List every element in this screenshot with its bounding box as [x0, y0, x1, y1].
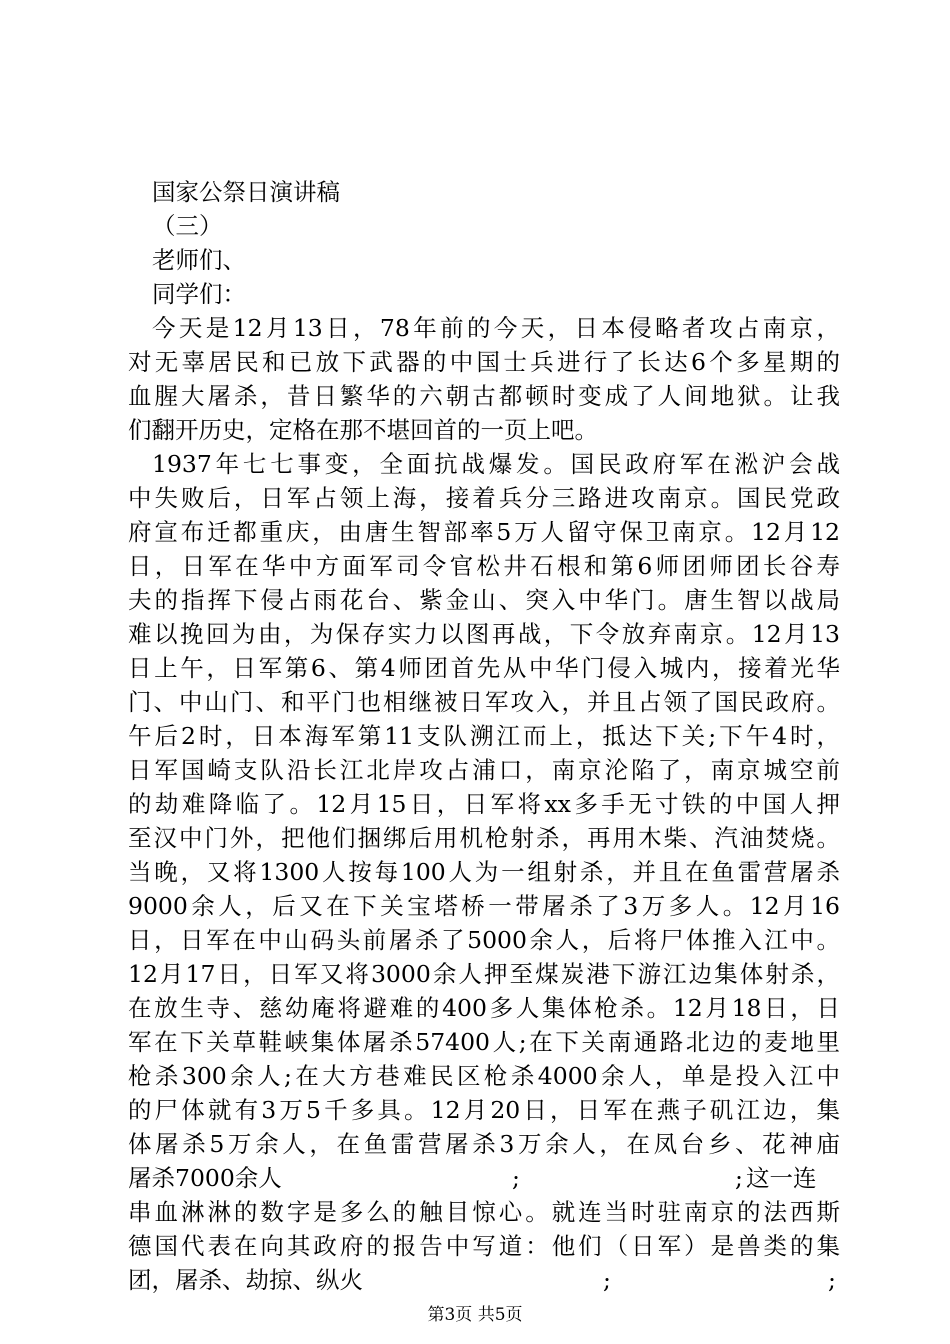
salutation-students: 同学们： — [152, 280, 246, 308]
paragraph-line: 德国代表在向其政府的报告中写道：他们（日军）是兽类的集 — [128, 1232, 840, 1260]
paragraph-line: 串血淋淋的数字是多么的触目惊心。就连当时驻南京的法西斯 — [128, 1198, 840, 1226]
semicolon-mark: ; — [828, 1266, 836, 1294]
paragraph-line: 对无辜居民和已放下武器的中国士兵进行了长达6个多星期的 — [128, 348, 840, 376]
document-subtitle: （三） — [152, 212, 223, 240]
line-text: 这一连 — [746, 1164, 817, 1192]
paragraph-line: 日军国崎支队沿长江北岸攻占浦口，南京沦陷了，南京城空前 — [128, 756, 840, 784]
paragraph-line: 1937年七七事变，全面抗战爆发。国民政府军在淞沪会战 — [152, 450, 840, 478]
paragraph-line: 中失败后，日军占领上海，接着兵分三路进攻南京。国民党政 — [128, 484, 840, 512]
paragraph-line: 夫的指挥下侵占雨花台、紫金山、突入中华门。唐生智以战局 — [128, 586, 840, 614]
paragraph-line: 今天是12月13日，78年前的今天，日本侵略者攻占南京， — [152, 314, 840, 342]
paragraph-line: 午后2时，日本海军第11支队溯江而上，抵达下关;下午4时， — [128, 722, 840, 750]
salutation-teachers: 老师们、 — [152, 246, 246, 274]
paragraph-line: 12月17日，日军又将3000余人押至煤炭港下游江边集体射杀， — [128, 960, 840, 988]
paragraph-line: 的劫难降临了。12月15日，日军将xx多手无寸铁的中国人押 — [128, 790, 840, 818]
page-number: 第3页 共5页 — [427, 1305, 523, 1325]
semicolon-mark: ; — [603, 1266, 611, 1294]
paragraph-line: 血腥大屠杀，昔日繁华的六朝古都顿时变成了人间地狱。让我 — [128, 382, 840, 410]
paragraph-line: 的尸体就有3万5千多具。12月20日，日军在燕子矶江边，集 — [128, 1096, 840, 1124]
semicolon-mark: ; — [735, 1164, 743, 1192]
semicolon-mark: ; — [512, 1164, 520, 1192]
paragraph-line: 日，日军在华中方面军司令官松井石根和第6师团师团长谷寿 — [128, 552, 840, 580]
paragraph-line: 难以挽回为由，为保存实力以图再战，下令放弃南京。12月13 — [128, 620, 840, 648]
paragraph-line: 府宣布迁都重庆，由唐生智部率5万人留守保卫南京。12月12 — [128, 518, 840, 546]
paragraph-line: 体屠杀5万余人，在鱼雷营屠杀3万余人，在凤台乡、花神庙 — [128, 1130, 840, 1158]
paragraph-line: 军在下关草鞋峡集体屠杀57400人;在下关南通路北边的麦地里 — [128, 1028, 840, 1056]
paragraph-line: 门、中山门、和平门也相继被日军攻入，并且占领了国民政府。 — [128, 688, 840, 716]
line-text: 团，屠杀、劫掠、纵火 — [128, 1266, 363, 1294]
paragraph-line: 当晚，又将1300人按每100人为一组射杀，并且在鱼雷营屠杀 — [128, 858, 840, 886]
paragraph-line: 日，日军在中山码头前屠杀了5000余人，后将尸体推入江中。 — [128, 926, 840, 954]
paragraph-line: 日上午，日军第6、第4师团首先从中华门侵入城内，接着光华 — [128, 654, 840, 682]
paragraph-line: 至汉中门外，把他们捆绑后用机枪射杀，再用木柴、汽油焚烧。 — [128, 824, 840, 852]
paragraph-line: 枪杀300余人;在大方巷难民区枪杀4000余人，单是投入江中 — [128, 1062, 840, 1090]
line-text: 屠杀7000余人 — [128, 1164, 282, 1192]
paragraph-line: 们翻开历史，定格在那不堪回首的一页上吧。 — [128, 416, 598, 444]
paragraph-line: 9000余人，后又在下关宝塔桥一带屠杀了3万多人。12月16 — [128, 892, 840, 920]
paragraph-line: 在放生寺、慈幼庵将避难的400多人集体枪杀。12月18日，日 — [128, 994, 840, 1022]
document-title: 国家公祭日演讲稿 — [152, 178, 340, 206]
page-footer — [0, 1304, 950, 1326]
